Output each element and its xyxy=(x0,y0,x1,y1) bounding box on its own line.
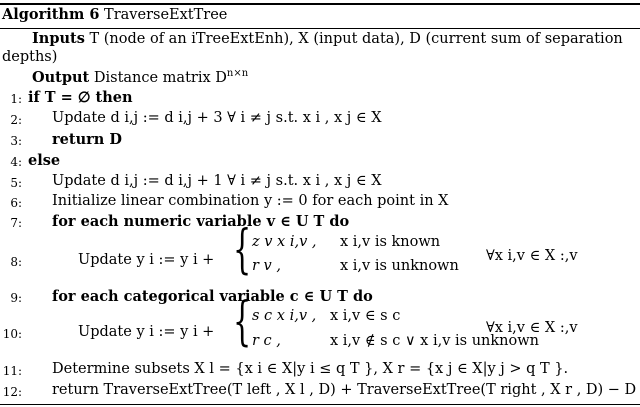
inputs-text-2: depths) xyxy=(2,49,58,65)
case-quantifier: ∀x i,v ∈ X :,v xyxy=(486,320,578,336)
line-number: 9: xyxy=(10,291,22,305)
caption-label: Algorithm 6 xyxy=(2,6,100,23)
algorithm-line: for each numeric variable v ∈ U T do xyxy=(52,213,350,230)
algorithm-line: Update d i,j := d i,j + 3 ∀ i ≠ j s.t. x i , x j ∈ X xyxy=(52,110,382,126)
algorithm-line: for each categorical variable c ∈ U T do xyxy=(52,288,373,305)
inputs-label: Inputs xyxy=(32,30,85,47)
output-line xyxy=(32,68,248,86)
line-number: 12: xyxy=(2,385,22,399)
case-expr: r v , xyxy=(252,258,281,274)
case-expr: z v x i,v , xyxy=(252,234,317,250)
algorithm-line: Initialize linear combination y := 0 for each point in X xyxy=(52,193,449,209)
algorithm-line: Update y i := y i + xyxy=(78,324,215,340)
algorithm-line: else xyxy=(28,152,61,169)
caption-rule xyxy=(0,28,640,29)
case-cond: x i,v is known xyxy=(340,234,441,250)
inputs-continuation xyxy=(2,49,57,65)
algorithm-line: Determine subsets X l = {x i ∈ X|y i ≤ q T }, X r = {x j ∈ X|y j > q T }. xyxy=(52,361,569,377)
inputs-line xyxy=(32,30,623,47)
bottom-rule xyxy=(0,404,640,405)
inputs-text: T (node of an iTreeExtEnh), X (input data), D (current sum of separation xyxy=(89,31,623,47)
line-number: 4: xyxy=(10,155,22,169)
line-number: 3: xyxy=(10,134,22,148)
case-quantifier: ∀x i,v ∈ X :,v xyxy=(486,248,578,264)
case-cond: x i,v is unknown xyxy=(340,258,459,274)
line-number: 6: xyxy=(10,196,22,210)
line-number: 2: xyxy=(10,113,22,127)
algorithm-line: return D xyxy=(52,131,122,148)
algorithm-line: return TraverseExtTree(T left , X l , D) + TraverseExtTree(T right , X r , D) − D xyxy=(52,382,637,398)
output-sup: n×n xyxy=(226,68,249,79)
line-number: 7: xyxy=(10,216,22,230)
line-number: 11: xyxy=(2,364,22,378)
line-number: 8: xyxy=(10,255,22,269)
line-number: 1: xyxy=(10,92,22,106)
case-expr: s c x i,v , xyxy=(252,308,317,324)
case-expr: r c , xyxy=(252,333,281,349)
top-rule xyxy=(0,3,640,5)
line-number: 10: xyxy=(2,327,22,341)
caption-name: TraverseExtTree xyxy=(104,7,228,23)
case-cond: x i,v ∈ s c xyxy=(330,308,401,324)
case-brace: { xyxy=(233,292,252,352)
line-number: 5: xyxy=(10,176,22,190)
output-text: Distance matrix D xyxy=(93,69,227,86)
algorithm-line: Update y i := y i + xyxy=(78,252,215,268)
algorithm-line: Update d i,j := d i,j + 1 ∀ i ≠ j s.t. x i , x j ∈ X xyxy=(52,173,382,189)
case-cond: x i,v ∉ s c ∨ x i,v is unknown xyxy=(330,333,539,349)
output-label: Output xyxy=(32,68,90,86)
algorithm-line: if T = ∅ then xyxy=(28,89,133,106)
algorithm-caption xyxy=(2,6,227,23)
case-brace: { xyxy=(233,220,252,280)
